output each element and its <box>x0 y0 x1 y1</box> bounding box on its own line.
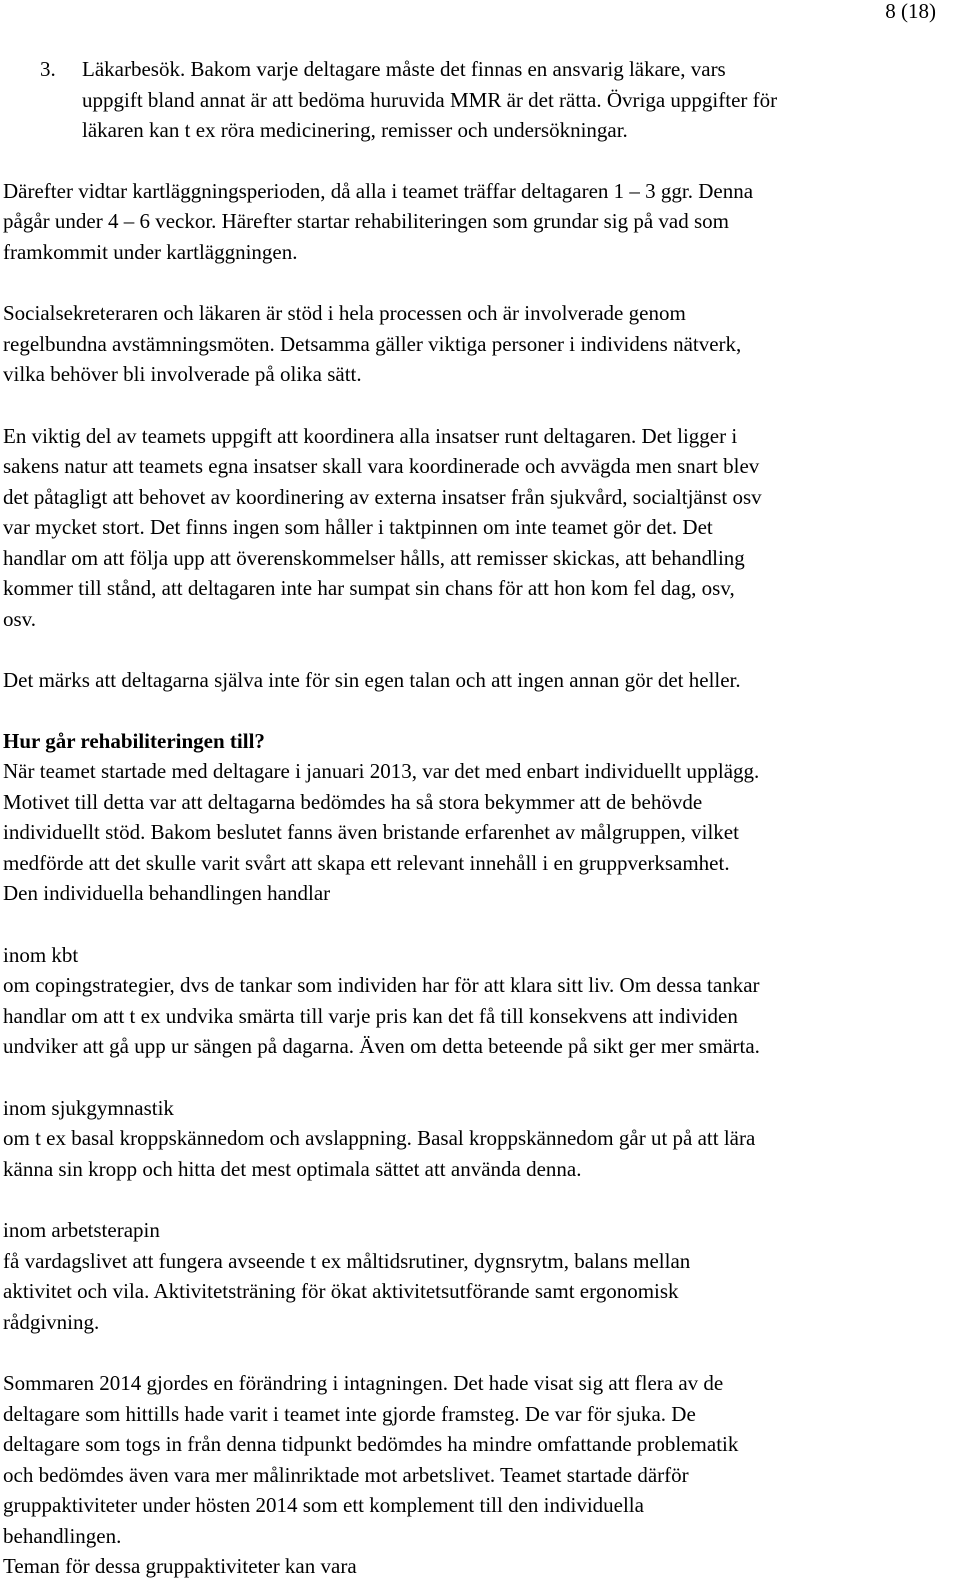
paragraph-sommaren: Sommaren 2014 gjordes en förändring i intagningen. Det hade visat sig att flera av de deltagare som hittills hade varit i teamet inte gjorde framsteg. De var för sjuka. De deltagare som togs in från denna tidpunkt bedömdes ha mindre omfattande problematik och bedömdes även vara mer målinriktade mot arbetslivet. Teamet startade därför gruppaktiviteter under hösten 2014 som ett komplement till den individuella behandlingen. Teman för dessa gruppaktiviteter kan vara <box>3 1371 739 1578</box>
paragraph-sjukgymnastik: inom sjukgymnastik om t ex basal kroppskännedom och avslappning. Basal kroppskännedom går ut på att lära känna sin kropp och hitta det mest optimala sättet att använda denna. <box>3 1095 756 1181</box>
page-number: 8 (18) <box>885 0 936 23</box>
paragraph-koordinering: En viktig del av teamets uppgift att koordinera alla insatser runt deltagaren. Det ligger i sakens natur att teamets egna insatser skall vara koordinerade och avvägda men snart blev det påtagligt att behovet av koordinering av externa insatser från sjukvård, socialtjänst osv var mycket stort. Det finns ingen som håller i taktpinnen om inte teamet gör det. Det handlar om att följa upp att överenskommelser hålls, att remisser skickas, att behandling kommer till stånd, att deltagaren inte har sumpat sin chans för att hon kom fel dag, osv, osv. <box>3 423 762 631</box>
paragraph-arbetsterapi: inom arbetsterapin få vardagslivet att fungera avseende t ex måltidsrutiner, dygnsrytm, balans mellan aktivitet och vila. Aktivitetsträning för ökat aktivitetsutförande samt ergonomisk rådgivning. <box>3 1218 691 1334</box>
numbered-list-item <box>3 54 955 146</box>
list-item-number: 3. <box>40 57 56 81</box>
list-item-text: Läkarbesök. Bakom varje deltagare måste det finnas en ansvarig läkare, vars uppgift bland annat är att bedöma huruvida MMR är det rätta. Övriga uppgifter för läkaren kan t ex röra medicinering, remisser och undersökningar. <box>82 57 778 142</box>
paragraph-deltagarna: Det märks att deltagarna själva inte för sin egen talan och att ingen annan gör det heller. <box>3 668 741 692</box>
paragraph-stod: Socialsekreteraren och läkaren är stöd i hela processen och är involverade genom regelbundna avstämningsmöten. Detsamma gäller viktiga personer i individens nätverk, vilka behöver bli involverade på olika sätt. <box>3 301 742 386</box>
paragraph-kbt: inom kbt om copingstrategier, dvs de tankar som individen har för att klara sitt liv. Om dessa tankar handlar om att t ex undvika smärta till varje pris kan det få till konsekvens att individen undviker att gå upp ur sängen på dagarna. Även om detta beteende på sikt ger mer smärta. <box>3 942 760 1058</box>
paragraph-start: När teamet startade med deltagare i januari 2013, var det med enbart individuellt upplägg. Motivet till detta var att deltagarna bedömdes ha så stora bekymmer att de behövde individuellt stöd. Bakom beslutet fanns även bristande erfarenhet av målgruppen, vilket medförde att det skulle varit svårt att skapa ett relevant innehåll i en gruppverksamhet. Den individuella behandlingen handlar <box>3 759 760 905</box>
section-heading: Hur går rehabiliteringen till? <box>3 728 265 753</box>
paragraph-kartlaggning: Därefter vidtar kartläggningsperioden, då alla i teamet träffar deltagaren 1 – 3 ggr. Denna pågår under 4 – 6 veckor. Härefter startar rehabiliteringen som grundar sig på vad som framkommit under kartläggningen. <box>3 178 754 264</box>
document-body <box>3 54 955 1582</box>
